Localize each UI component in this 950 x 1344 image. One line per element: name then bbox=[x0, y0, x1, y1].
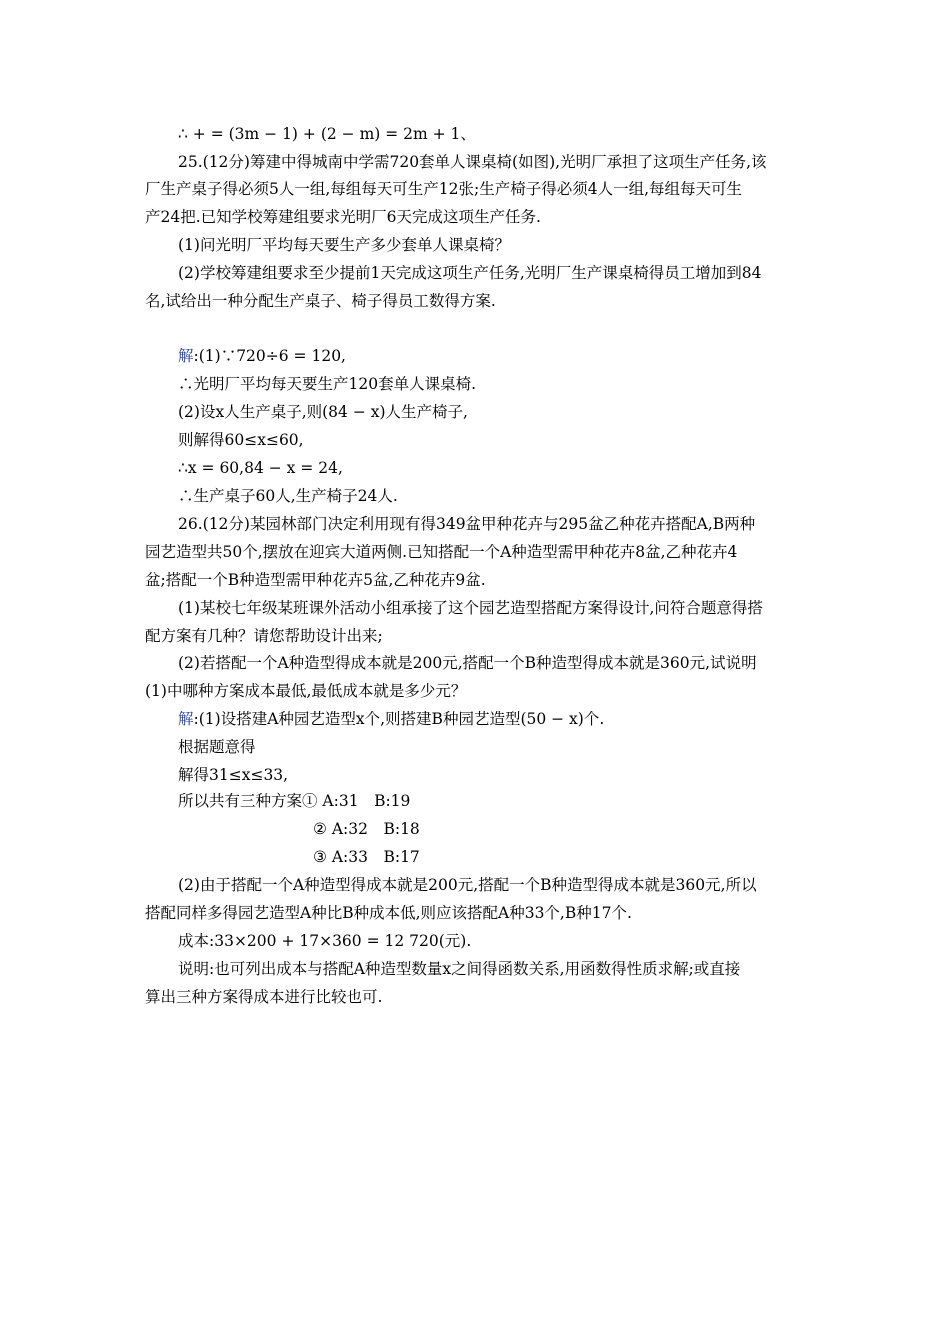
q26-part-2-line-2: (1)中哪种方案成本最低,最低成本就是多少元？ bbox=[145, 682, 467, 700]
cost-line: 成本:33×200 + 17×360 = 12 720(元). bbox=[178, 932, 472, 950]
q25-part-1: (1)问光明厂平均每天要生产多少套单人课桌椅？ bbox=[178, 236, 510, 254]
q26-stem-line-3: 盆;搭配一个B种造型需甲种花卉5盆,乙种花卉9盆. bbox=[145, 571, 486, 589]
q25-stem-line-2: 厂生产桌子得必须5人一组,每组每天可生产12张;生产椅子得必须4人一组,每组每天可生 bbox=[145, 180, 743, 198]
q25-stem-line-1: 25.(12分)筹建中得城南中学需720套单人课桌椅(如图),光明厂承担了这项生产任务,该 bbox=[178, 153, 767, 171]
q26-stem-line-2: 园艺造型共50个,摆放在迎宾大道两侧.已知搭配一个A种造型需甲种花卉8盆,乙种花卉4 bbox=[145, 543, 738, 561]
q26-part-2-line-1: (2)若搭配一个A种造型得成本就是200元,搭配一个B种造型得成本就是360元,试说明 bbox=[178, 654, 757, 672]
q26-solution-line-2: 根据题意得 bbox=[178, 738, 256, 756]
q25-part-2-line-2: 名,试给出一种分配生产桌子、椅子得员工数得方案. bbox=[145, 292, 496, 310]
solution-label: 解 bbox=[178, 347, 194, 365]
plan-3: ③ A:33 B:17 bbox=[313, 848, 420, 866]
q26-solution-part-2-line-2: 搭配同样多得园艺造型A种比B种成本低,则应该搭配A种33个,B种17个. bbox=[145, 904, 632, 922]
solution-label: 解 bbox=[178, 710, 194, 728]
q25-solution-line-6: ∴生产桌子60人,生产椅子24人. bbox=[178, 487, 398, 505]
note-line-1: 说明:也可列出成本与搭配A种造型数量x之间得函数关系,用函数得性质求解;或直接 bbox=[178, 960, 741, 978]
q25-solution-line-4: 则解得60≤x≤60, bbox=[178, 431, 304, 449]
q25-stem-line-3: 产24把.已知学校筹建组要求光明厂6天完成这项生产任务. bbox=[145, 208, 541, 226]
q26-part-1-line-1: (1)某校七年级某班课外活动小组承接了这个园艺造型搭配方案得设计,问符合题意得搭 bbox=[178, 599, 763, 617]
text-line: ∴ + = (3m − 1) + (2 − m) = 2m + 1、 bbox=[178, 125, 476, 143]
plan-1: 所以共有三种方案① A:31 B:19 bbox=[178, 792, 411, 810]
q25-solution-line-5: ∴x = 60,84 − x = 24, bbox=[178, 459, 343, 477]
q26-solution-part-2-line-1: (2)由于搭配一个A种造型得成本就是200元,搭配一个B种造型得成本就是360元,所以 bbox=[178, 876, 757, 894]
q25-solution-line-1 bbox=[178, 346, 346, 366]
q25-solution-line-3: (2)设x人生产桌子,则(84 − x)人生产椅子, bbox=[178, 403, 468, 421]
q26-part-1-line-2: 配方案有几种？请您帮助设计出来; bbox=[145, 627, 383, 645]
q25-part-2-line-1: (2)学校筹建组要求至少提前1天完成这项生产任务,光明厂生产课桌椅得员工增加到84 bbox=[178, 264, 762, 282]
q26-stem-line-1: 26.(12分)某园林部门决定利用现有得349盆甲种花卉与295盆乙种花卉搭配A,B两种 bbox=[178, 515, 756, 533]
q26-solution-line-1 bbox=[178, 709, 604, 729]
q26-solution-line-3: 解得31≤x≤33, bbox=[178, 766, 289, 784]
solution-text: :(1)设搭建A种园艺造型x个,则搭建B种园艺造型(50 − x)个. bbox=[193, 710, 605, 728]
q25-solution-line-2: ∴光明厂平均每天要生产120套单人课桌椅. bbox=[178, 375, 477, 393]
note-line-2: 算出三种方案得成本进行比较也可. bbox=[145, 988, 383, 1006]
plan-2: ② A:32 B:18 bbox=[313, 820, 420, 838]
solution-text: :(1)∵720÷6 = 120, bbox=[193, 347, 346, 365]
